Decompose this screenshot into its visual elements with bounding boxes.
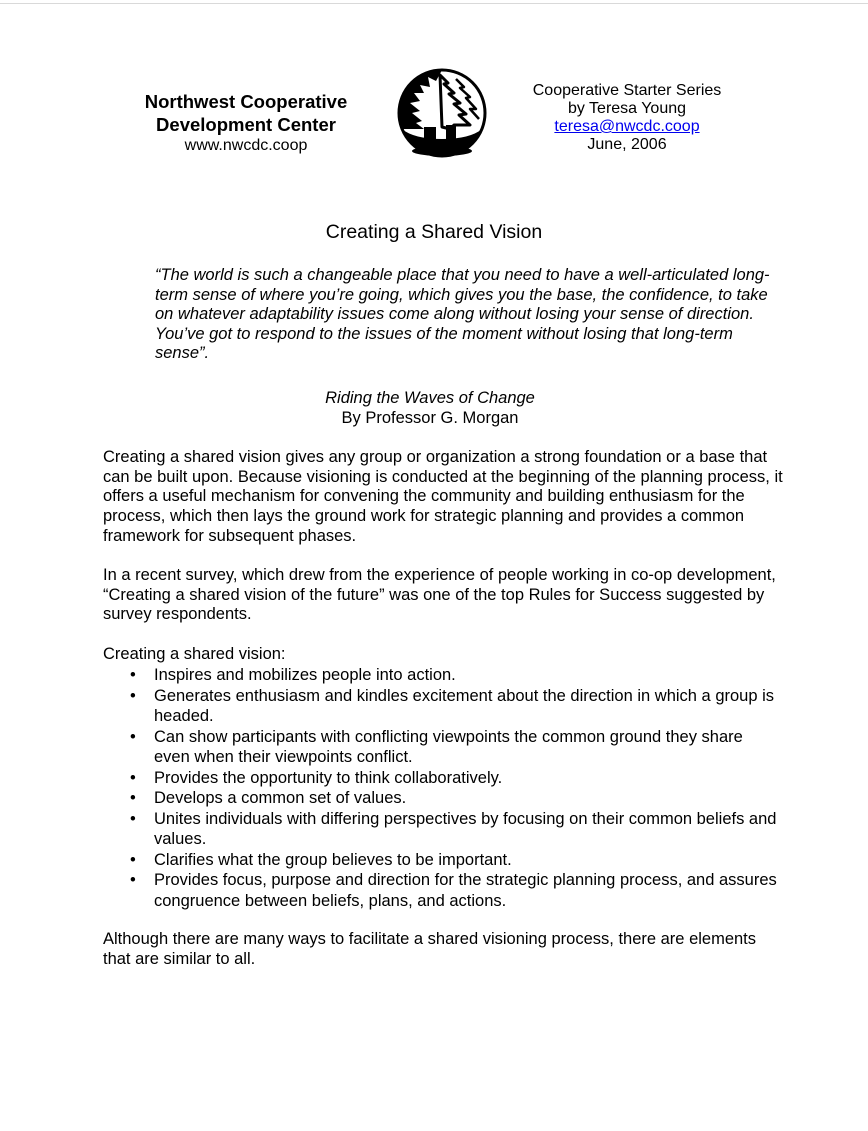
publication-date: June, 2006	[587, 136, 667, 153]
email-link[interactable]: teresa@nwcdc.coop	[554, 118, 700, 135]
paragraph-closing: Although there are many ways to facilitate a shared visioning process, there are elements that are similar to all.	[103, 930, 757, 968]
series-block	[517, 82, 737, 154]
tree-circle-icon	[394, 67, 490, 159]
list-item	[103, 727, 783, 768]
org-name-line2: Development Center	[156, 114, 336, 135]
quote-source	[0, 388, 860, 428]
bullet-marker: •	[130, 686, 136, 705]
list-item	[103, 788, 783, 809]
list-item-text: Can show participants with conflicting viewpoints the common ground they share even when their viewpoints conflict.	[154, 727, 743, 766]
list-item-text: Develops a common set of values.	[154, 789, 407, 807]
bullet-marker: •	[130, 850, 136, 869]
list-item	[103, 850, 783, 871]
document-title: Creating a Shared Vision	[325, 221, 543, 243]
list-item-text: Provides the opportunity to think collaboratively.	[154, 768, 503, 787]
list-item	[103, 686, 783, 727]
bullet-marker: •	[130, 727, 136, 746]
list-item-text: Generates enthusiasm and kindles excitement about the direction in which a group is headed.	[154, 686, 775, 725]
organization-block	[120, 90, 372, 156]
page-top-border	[0, 0, 868, 4]
bullet-marker: •	[130, 789, 136, 807]
org-url: www.nwcdc.coop	[184, 137, 308, 154]
bullet-marker: •	[130, 809, 136, 828]
author-line: by Teresa Young	[567, 100, 687, 117]
quote-source-title: Riding the Waves of Change	[325, 389, 535, 407]
list-item-text: Inspires and mobilizes people into action.	[154, 666, 456, 684]
bullet-marker: •	[130, 768, 136, 787]
list-item	[103, 665, 783, 686]
benefits-list	[103, 665, 783, 911]
list-item	[103, 809, 783, 850]
quote-source-author: By Professor G. Morgan	[341, 409, 519, 427]
list-item-text: Clarifies what the group believes to be important.	[154, 850, 512, 869]
list-item-text: Provides focus, purpose and direction for the strategic planning process, and assures congruence between beliefs, plans, and actions.	[154, 871, 777, 910]
paragraph-intro: Creating a shared vision gives any group or organization a strong foundation or a base that can be built upon. Because visioning is conducted at the beginning of the planning process, it offers a useful mechanism for convening the community and building enthusiasm for the process, which then lays the ground work for strategic planning and provides a common framework for subsequent phases.	[103, 448, 783, 545]
list-item	[103, 768, 783, 789]
org-name-line1: Northwest Cooperative	[144, 91, 348, 112]
epigraph-quote: “The world is such a changeable place that you need to have a well-articulated long-term sense of where you’re going, which gives you the base, the confidence, to take on whatever adaptability issues come along without losing your sense of direction. You’ve got to respond to the issues of the moment without losing that long-term sense”.	[155, 266, 770, 363]
list-item	[103, 870, 783, 911]
list-intro: Creating a shared vision:	[103, 645, 286, 663]
bullet-marker: •	[130, 666, 136, 684]
bullet-marker: •	[130, 871, 136, 889]
list-item-text: Unites individuals with differing perspectives by focusing on their common beliefs and values.	[154, 809, 777, 848]
series-name: Cooperative Starter Series	[532, 82, 722, 99]
paragraph-survey: In a recent survey, which drew from the experience of people working in co-op development, “Creating a shared vision of the future” was one of the top Rules for Success suggested by survey respondents.	[103, 566, 776, 624]
